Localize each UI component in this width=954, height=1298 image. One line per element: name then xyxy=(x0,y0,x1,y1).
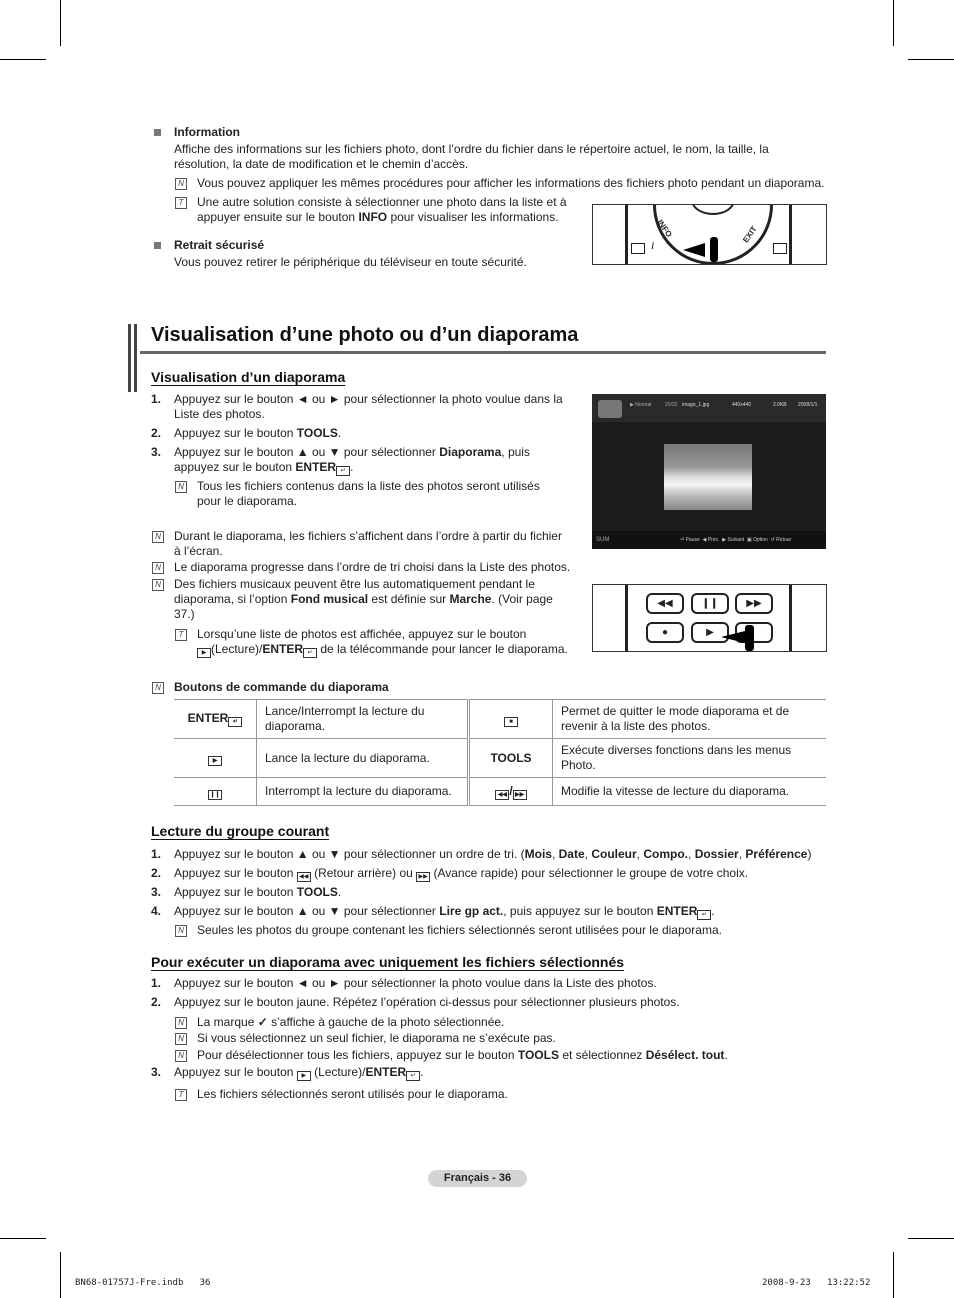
enter-icon: ↵ xyxy=(336,466,350,476)
info-key-label: INFO xyxy=(655,218,674,239)
groupe-step2: Appuyez sur le bouton ◀◀ (Retour arrière) ou ▶▶ (Avance rapide) pour sélectionner le groupe de votre choix. xyxy=(174,866,749,880)
crop-mark xyxy=(0,59,46,60)
selection-step2: Appuyez sur le bouton jaune. Répétez l’opération ci-dessus pour sélectionner plusieurs photos. xyxy=(174,995,680,1009)
selection-note1: La marque ✓ s’affiche à gauche de la photo sélectionnée. xyxy=(197,1015,505,1029)
play-icon: ▶ xyxy=(197,648,211,658)
pause-icon: ❙❙ xyxy=(691,593,729,614)
groupe-step1: Appuyez sur le bouton ▲ ou ▼ pour sélectionner un ordre de tri. (Mois, Date, Couleur, Compo., Dossier, Préférence) xyxy=(174,847,812,861)
crop-mark xyxy=(893,0,894,46)
retrait-body: Vous pouvez retirer le périphérique du téléviseur en toute sécurité. xyxy=(174,255,527,269)
diaporama-note3: Des fichiers musicaux peuvent être lus automatiquement pendant le diaporama, si l’option Fond musical est définie sur Marche. (Voir page 37.) xyxy=(174,577,553,621)
index-label: 20/22 xyxy=(665,402,678,408)
rewind-icon: ◀◀ xyxy=(495,790,509,800)
rewind-icon: ◀◀ xyxy=(646,593,684,614)
pointer-hand-icon xyxy=(683,243,705,257)
mode-label: Normal xyxy=(635,402,652,408)
screen-control-bar: ⏎ Pause ◀ Préc. ▶ Suivant ▣ Option ↺ Retour xyxy=(680,537,792,543)
control-buttons-table xyxy=(174,699,826,806)
photo-folder-icon xyxy=(598,400,622,418)
section-heading-groupe: Lecture du groupe courant xyxy=(151,823,330,839)
print-timestamp: 2008-9-23 13:22:52 xyxy=(762,1278,871,1288)
step-number: 4. xyxy=(151,904,162,918)
crop-mark xyxy=(893,1252,894,1298)
groupe-step4: Appuyez sur le bouton ▲ ou ▼ pour sélectionner Lire gp act., puis appuyez sur le bouton ENTER ↵ . xyxy=(174,904,715,918)
selection-step3: Appuyez sur le bouton ▶ (Lecture)/ENTER ↵ . xyxy=(174,1065,424,1079)
ex-key-icon xyxy=(773,243,787,254)
play-icon: ▶ xyxy=(691,622,729,643)
menu-key-icon xyxy=(631,243,645,254)
fast-forward-icon: ▶▶ xyxy=(735,593,773,614)
page-number-badge: Français - 36 xyxy=(428,1170,527,1187)
step-number: 1. xyxy=(151,392,162,406)
enter-icon: ↵ xyxy=(697,910,711,920)
note-icon: N xyxy=(175,1033,187,1045)
play-icon: ▶ xyxy=(297,1071,311,1081)
file-label: image_1.jpg xyxy=(682,402,710,408)
selection-step1: Appuyez sur le bouton ◄ ou ► pour sélectionner la photo voulue dans la Liste des photos. xyxy=(174,976,657,990)
step-number: 3. xyxy=(151,445,162,459)
groupe-step3: Appuyez sur le bouton TOOLS. xyxy=(174,885,342,899)
note-icon: N xyxy=(152,531,164,543)
note-icon: N xyxy=(175,481,187,493)
selection-note3: Pour désélectionner tous les fichiers, appuyez sur le bouton TOOLS et sélectionnez Désélect. tout. xyxy=(197,1048,728,1062)
diaporama-note2: Le diaporama progresse dans l’ordre de tri choisi dans la Liste des photos. xyxy=(174,560,571,574)
selection-step3-note: Les fichiers sélectionnés seront utilisés pour le diaporama. xyxy=(197,1087,508,1101)
crop-mark xyxy=(60,0,61,46)
stop-icon: ■ xyxy=(504,717,518,727)
diaporama-step3: Appuyez sur le bouton ▲ ou ▼ pour sélectionner Diaporama, puis appuyez sur le bouton ENTER ↵ . xyxy=(174,445,530,474)
tv-slideshow-screen: ▶ Normal 20/22 image_1.jpg 440x440 2.0KB 2008/1/1 SUM ⏎ Pause ◀ Préc. ▶ Suivant ▣ Option ↺ Retour xyxy=(592,394,826,549)
tv-note-icon: T xyxy=(175,1089,187,1101)
table-row: ❙❙ Interrompt la lecture du diaporama. ◀◀ / ▶▶ Modifie la vitesse de lecture du diaporama. xyxy=(174,778,826,806)
note-icon: N xyxy=(175,1050,187,1062)
enter-icon: ↵ xyxy=(406,1071,420,1081)
info-note1: Vous pouvez appliquer les mêmes procédures pour afficher les informations des fichiers photo pendant un diaporama. xyxy=(197,176,825,190)
page-title: Visualisation d’une photo ou d’un diaporama xyxy=(151,324,579,346)
step-number: 1. xyxy=(151,976,162,990)
sum-label: SUM xyxy=(596,537,610,543)
crop-mark xyxy=(908,59,954,60)
fast-forward-icon: ▶▶ xyxy=(416,872,430,882)
tv-note-icon: T xyxy=(175,629,187,641)
section-heading-selection: Pour exécuter un diaporama avec uniquement les fichiers sélectionnés xyxy=(151,954,625,970)
info-note2: Une autre solution consiste à sélectionner une photo dans la liste et à appuyer ensuite sur le bouton INFO pour visualiser les informations. xyxy=(197,195,567,224)
play-icon: ▶ xyxy=(208,756,222,766)
crop-mark xyxy=(908,1238,954,1239)
groupe-step4-note: Seules les photos du groupe contenant les fichiers sélectionnés seront utilisées pour le diaporama. xyxy=(197,923,722,937)
diaporama-step2: Appuyez sur le bouton TOOLS. xyxy=(174,426,342,440)
size-label: 2.0KB xyxy=(773,402,787,408)
table-row: ENTER ↵ Lance/Interrompt la lecture du diaporama. ■ Permet de quitter le mode diaporama et de revenir à la liste des photos. xyxy=(174,700,826,739)
bullet-square xyxy=(154,242,161,249)
pause-icon: ❙❙ xyxy=(209,791,221,798)
diaporama-note1: Durant le diaporama, les fichiers s’affichent dans l’ordre à partir du fichier à l’écran. xyxy=(174,529,562,558)
tv-note-icon: T xyxy=(175,197,187,209)
note-icon: N xyxy=(175,1017,187,1029)
step-number: 3. xyxy=(151,885,162,899)
diaporama-step3-note: Tous les fichiers contenus dans la liste des photos seront utilisés pour le diaporama. xyxy=(197,479,540,508)
note-icon: N xyxy=(152,579,164,591)
pointer-hand-icon xyxy=(721,631,745,643)
slideshow-photo xyxy=(664,444,752,510)
step-number: 2. xyxy=(151,995,162,1009)
selection-note2: Si vous sélectionnez un seul fichier, le diaporama ne s’exécute pas. xyxy=(197,1031,556,1045)
note-icon: N xyxy=(152,682,164,694)
exit-key-label: EXIT xyxy=(741,224,759,245)
rewind-icon: ◀◀ xyxy=(297,872,311,882)
info-title: Information xyxy=(174,125,240,139)
fast-forward-icon: ▶▶ xyxy=(513,790,527,800)
note-icon: N xyxy=(175,178,187,190)
diaporama-step1: Appuyez sur le bouton ◄ ou ► pour sélectionner la photo voulue dans la Liste des photos. xyxy=(174,392,563,421)
retrait-title: Retrait sécurisé xyxy=(174,238,265,252)
enter-icon: ↵ xyxy=(303,648,317,658)
note-icon: N xyxy=(152,562,164,574)
table-row: ▶ Lance la lecture du diaporama. TOOLS Exécute diverses fonctions dans les menus Photo. xyxy=(174,739,826,778)
info-body: Affiche des informations sur les fichiers photo, dont l’ordre du fichier dans le répertoire actuel, le nom, la taille, la résolution, la date de modification et le chemin d’accès. xyxy=(174,142,769,171)
info-i-icon: i xyxy=(651,238,655,252)
date-label: 2008/1/1 xyxy=(798,402,818,408)
title-underline xyxy=(140,351,826,354)
bullet-square xyxy=(154,129,161,136)
crop-mark xyxy=(60,1252,61,1298)
record-icon: ● xyxy=(646,622,684,643)
section-heading-diaporama: Visualisation d’un diaporama xyxy=(151,369,346,385)
step-number: 1. xyxy=(151,847,162,861)
remote-info-exit-illustration xyxy=(592,204,827,265)
remote-playback-illustration xyxy=(592,584,827,652)
title-bar-mark xyxy=(128,324,131,392)
diaporama-note4: Lorsqu’une liste de photos est affichée, appuyez sur le bouton ▶ (Lecture)/ENTER ↵ de la télécommande pour lancer le diaporama. xyxy=(197,627,568,656)
res-label: 440x440 xyxy=(732,402,752,408)
enter-icon: ↵ xyxy=(228,717,242,727)
table-title: Boutons de commande du diaporama xyxy=(174,680,389,694)
checkmark-icon: ✓ xyxy=(257,1015,268,1029)
crop-mark xyxy=(0,1238,46,1239)
note-icon: N xyxy=(175,925,187,937)
step-number: 2. xyxy=(151,426,162,440)
step-number: 2. xyxy=(151,866,162,880)
step-number: 3. xyxy=(151,1065,162,1079)
title-bar-mark xyxy=(134,324,137,392)
print-file-label: BN68-01757J-Fre.indb 36 xyxy=(75,1278,211,1288)
